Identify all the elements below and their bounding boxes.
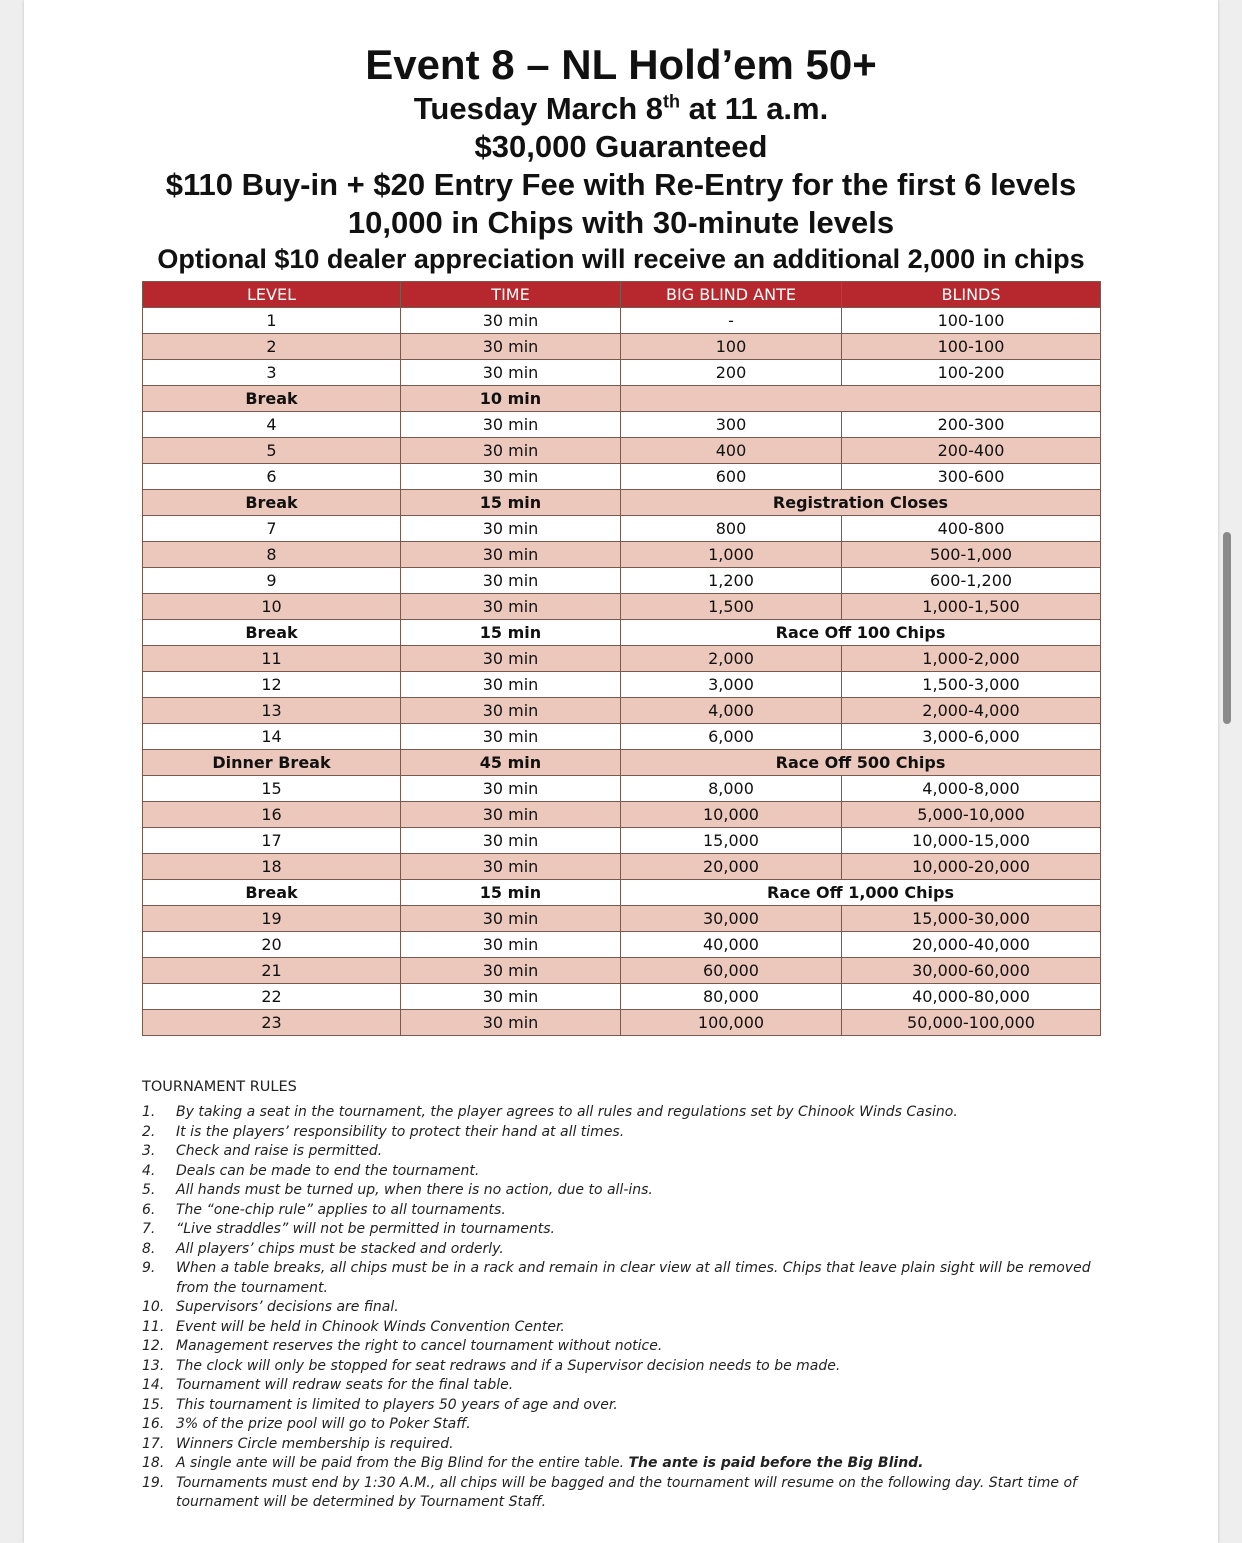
tournament-rules xyxy=(142,1079,1102,1513)
break-time-cell: 10 min xyxy=(401,386,621,412)
blinds-cell: 100-100 xyxy=(842,334,1101,360)
rule-item xyxy=(142,1415,1102,1435)
rule-item xyxy=(142,1376,1102,1396)
rule-text: When a table breaks, all chips must be in a rack and remain in clear view at all times. Chips that leave plain sight will be removed from the tournament. xyxy=(176,1260,1091,1296)
table-row xyxy=(143,438,1101,464)
rule-item xyxy=(142,1318,1102,1338)
blinds-cell: 10,000-20,000 xyxy=(842,854,1101,880)
rule-number: 7. xyxy=(142,1221,156,1237)
ante-cell: 4,000 xyxy=(621,698,842,724)
rule-number: 2. xyxy=(142,1123,156,1140)
rule-text: It is the players’ responsibility to protect their hand at all times. xyxy=(176,1123,625,1140)
rule-text: Management reserves the right to cancel tournament without notice. xyxy=(176,1338,663,1354)
rule-number: 18. xyxy=(142,1455,165,1471)
table-row xyxy=(143,464,1101,490)
ante-cell: 2,000 xyxy=(621,646,842,672)
rule-number: 10. xyxy=(142,1299,165,1315)
time-cell: 30 min xyxy=(401,984,621,1010)
break-time-cell: 15 min xyxy=(401,880,621,906)
table-row xyxy=(143,802,1101,828)
rule-text: Winners Circle membership is required. xyxy=(176,1435,454,1452)
rule-item xyxy=(142,1474,1102,1513)
table-header-row xyxy=(143,282,1101,308)
rule-text: This tournament is limited to players 50 years of age and over. xyxy=(176,1396,618,1413)
break-label-cell: Break xyxy=(143,620,401,646)
table-row xyxy=(143,542,1101,568)
rule-number: 3. xyxy=(142,1143,156,1159)
table-row xyxy=(143,594,1101,620)
break-note-cell: Registration Closes xyxy=(621,490,1101,516)
rule-text: Check and raise is permitted. xyxy=(176,1143,383,1159)
rule-text: “Live straddles” will not be permitted in tournaments. xyxy=(176,1221,555,1237)
time-cell: 30 min xyxy=(401,516,621,542)
rule-item xyxy=(142,1396,1102,1416)
event-optional: Optional $10 dealer appreciation will receive an additional 2,000 in chips xyxy=(157,244,1085,274)
rule-text: The clock will only be stopped for seat redraws and if a Supervisor decision needs to be made. xyxy=(176,1357,841,1374)
rule-item xyxy=(142,1103,1102,1123)
rule-item xyxy=(142,1123,1102,1143)
table-row xyxy=(143,672,1101,698)
break-note-cell xyxy=(621,386,1101,412)
time-cell: 30 min xyxy=(401,724,621,750)
level-cell: 2 xyxy=(143,334,401,360)
level-cell: 10 xyxy=(143,594,401,620)
time-cell: 30 min xyxy=(401,412,621,438)
blinds-cell: 5,000-10,000 xyxy=(842,802,1101,828)
rule-text: Event will be held in Chinook Winds Convention Center. xyxy=(176,1318,565,1335)
level-cell: 20 xyxy=(143,932,401,958)
ante-cell: 40,000 xyxy=(621,932,842,958)
blinds-cell: 3,000-6,000 xyxy=(842,724,1101,750)
blinds-cell: 100-200 xyxy=(842,360,1101,386)
rule-item xyxy=(142,1435,1102,1455)
ante-cell: 10,000 xyxy=(621,802,842,828)
rule-number: 11. xyxy=(142,1318,165,1335)
blinds-cell: 4,000-8,000 xyxy=(842,776,1101,802)
level-cell: 13 xyxy=(143,698,401,724)
ante-cell: 300 xyxy=(621,412,842,438)
time-cell: 30 min xyxy=(401,672,621,698)
time-cell: 30 min xyxy=(401,698,621,724)
rule-text: By taking a seat in the tournament, the player agrees to all rules and regulations set by Chinook Winds Casino. xyxy=(176,1104,958,1120)
table-row xyxy=(143,646,1101,672)
ante-cell: - xyxy=(621,308,842,334)
time-cell: 30 min xyxy=(401,542,621,568)
rule-item xyxy=(142,1201,1102,1221)
event-date: Tuesday March 8th at 11 a.m. xyxy=(413,91,829,126)
event-guarantee: $30,000 Guaranteed xyxy=(474,129,768,164)
table-row xyxy=(143,412,1101,438)
rule-item xyxy=(142,1357,1102,1377)
blinds-cell: 15,000-30,000 xyxy=(842,906,1101,932)
event-title: Event 8 – NL Hold’em 50+ xyxy=(365,41,877,88)
time-cell: 30 min xyxy=(401,932,621,958)
level-cell: 9 xyxy=(143,568,401,594)
rule-number: 6. xyxy=(142,1201,156,1218)
rule-item xyxy=(142,1181,1102,1201)
time-cell: 30 min xyxy=(401,594,621,620)
level-cell: 8 xyxy=(143,542,401,568)
rules-title: TOURNAMENT RULES xyxy=(142,1079,297,1095)
ante-cell: 100,000 xyxy=(621,1010,842,1036)
blinds-cell: 400-800 xyxy=(842,516,1101,542)
table-row xyxy=(143,776,1101,802)
break-time-cell: 15 min xyxy=(401,490,621,516)
ante-cell: 800 xyxy=(621,516,842,542)
rule-number: 9. xyxy=(142,1260,156,1276)
rule-item xyxy=(142,1240,1102,1260)
break-note-cell: Race Off 500 Chips xyxy=(621,750,1101,776)
break-label-cell: Break xyxy=(143,386,401,412)
ante-cell: 400 xyxy=(621,438,842,464)
level-cell: 11 xyxy=(143,646,401,672)
break-row xyxy=(143,750,1101,776)
time-cell: 30 min xyxy=(401,1010,621,1036)
rule-number: 4. xyxy=(142,1162,156,1179)
table-row xyxy=(143,854,1101,880)
blinds-cell: 40,000-80,000 xyxy=(842,984,1101,1010)
time-cell: 30 min xyxy=(401,438,621,464)
header-level: LEVEL xyxy=(143,282,401,308)
ante-cell: 60,000 xyxy=(621,958,842,984)
table-row xyxy=(143,984,1101,1010)
table-row xyxy=(143,334,1101,360)
rule-number: 1. xyxy=(142,1104,156,1120)
rule-number: 8. xyxy=(142,1240,156,1257)
rule-text: A single ante will be paid from the Big Blind for the entire table. xyxy=(176,1455,629,1471)
blinds-cell: 20,000-40,000 xyxy=(842,932,1101,958)
rule-text: Supervisors’ decisions are final. xyxy=(176,1299,399,1315)
level-cell: 21 xyxy=(143,958,401,984)
level-cell: 19 xyxy=(143,906,401,932)
blinds-cell: 1,000-2,000 xyxy=(842,646,1101,672)
rule-item xyxy=(142,1454,1102,1474)
time-cell: 30 min xyxy=(401,958,621,984)
rule-number: 5. xyxy=(142,1182,156,1198)
level-cell: 23 xyxy=(143,1010,401,1036)
rule-number: 15. xyxy=(142,1396,165,1413)
rule-item xyxy=(142,1259,1102,1298)
blinds-cell: 1,000-1,500 xyxy=(842,594,1101,620)
document-page xyxy=(24,0,1218,1543)
ante-cell: 600 xyxy=(621,464,842,490)
rule-text: The “one-chip rule” applies to all tournaments. xyxy=(176,1201,506,1218)
time-cell: 30 min xyxy=(401,360,621,386)
ante-cell: 200 xyxy=(621,360,842,386)
rule-text: Deals can be made to end the tournament. xyxy=(176,1162,480,1179)
ante-cell: 80,000 xyxy=(621,984,842,1010)
ante-cell: 1,200 xyxy=(621,568,842,594)
break-note-cell: Race Off 1,000 Chips xyxy=(621,880,1101,906)
event-header xyxy=(24,40,1218,276)
event-chips: 10,000 in Chips with 30-minute levels xyxy=(347,205,895,240)
table-row xyxy=(143,828,1101,854)
ante-cell: 1,000 xyxy=(621,542,842,568)
vertical-scrollbar[interactable] xyxy=(1223,532,1231,724)
table-row xyxy=(143,568,1101,594)
level-cell: 4 xyxy=(143,412,401,438)
time-cell: 30 min xyxy=(401,828,621,854)
blinds-cell: 200-300 xyxy=(842,412,1101,438)
time-cell: 30 min xyxy=(401,646,621,672)
rule-item xyxy=(142,1220,1102,1240)
level-cell: 7 xyxy=(143,516,401,542)
rule-number: 16. xyxy=(142,1416,165,1432)
rule-text: 3% of the prize pool will go to Poker Staff. xyxy=(176,1416,471,1432)
break-row xyxy=(143,620,1101,646)
rule-emphasis: The ante is paid before the Big Blind. xyxy=(628,1455,924,1471)
table-row xyxy=(143,906,1101,932)
table-row xyxy=(143,724,1101,750)
rule-item xyxy=(142,1162,1102,1182)
event-buyin: $110 Buy-in + $20 Entry Fee with Re-Entry for the first 6 levels xyxy=(165,167,1077,202)
break-time-cell: 45 min xyxy=(401,750,621,776)
ante-cell: 3,000 xyxy=(621,672,842,698)
header-blinds: BLINDS xyxy=(842,282,1101,308)
blinds-cell: 600-1,200 xyxy=(842,568,1101,594)
table-row xyxy=(143,958,1101,984)
rule-item xyxy=(142,1337,1102,1357)
blinds-cell: 30,000-60,000 xyxy=(842,958,1101,984)
level-cell: 12 xyxy=(143,672,401,698)
rules-list xyxy=(142,1103,1102,1513)
blind-structure-table xyxy=(142,281,1101,1036)
time-cell: 30 min xyxy=(401,308,621,334)
rule-item xyxy=(142,1298,1102,1318)
time-cell: 30 min xyxy=(401,802,621,828)
time-cell: 30 min xyxy=(401,568,621,594)
level-cell: 16 xyxy=(143,802,401,828)
blinds-cell: 500-1,000 xyxy=(842,542,1101,568)
ante-cell: 100 xyxy=(621,334,842,360)
table-row xyxy=(143,516,1101,542)
table-body xyxy=(143,308,1101,1036)
break-row xyxy=(143,880,1101,906)
time-cell: 30 min xyxy=(401,854,621,880)
table-row xyxy=(143,308,1101,334)
ante-cell: 15,000 xyxy=(621,828,842,854)
table-row xyxy=(143,360,1101,386)
blinds-cell: 2,000-4,000 xyxy=(842,698,1101,724)
blinds-cell: 50,000-100,000 xyxy=(842,1010,1101,1036)
break-label-cell: Break xyxy=(143,880,401,906)
rule-text: Tournament will redraw seats for the final table. xyxy=(176,1377,514,1393)
level-cell: 22 xyxy=(143,984,401,1010)
blinds-cell: 100-100 xyxy=(842,308,1101,334)
ante-cell: 8,000 xyxy=(621,776,842,802)
rule-number: 19. xyxy=(142,1474,165,1491)
level-cell: 3 xyxy=(143,360,401,386)
blinds-cell: 10,000-15,000 xyxy=(842,828,1101,854)
rule-item xyxy=(142,1142,1102,1162)
header-ante: BIG BLIND ANTE xyxy=(621,282,842,308)
break-note-cell: Race Off 100 Chips xyxy=(621,620,1101,646)
rule-number: 12. xyxy=(142,1338,165,1354)
table-row xyxy=(143,932,1101,958)
break-label-cell: Dinner Break xyxy=(143,750,401,776)
ante-cell: 1,500 xyxy=(621,594,842,620)
rule-number: 14. xyxy=(142,1377,165,1393)
level-cell: 17 xyxy=(143,828,401,854)
level-cell: 18 xyxy=(143,854,401,880)
blinds-cell: 300-600 xyxy=(842,464,1101,490)
rule-number: 13. xyxy=(142,1357,165,1374)
level-cell: 15 xyxy=(143,776,401,802)
level-cell: 6 xyxy=(143,464,401,490)
rule-text: Tournaments must end by 1:30 A.M., all chips will be bagged and the tournament will resume on the following day. Start time of tournament will be determined by Tournament Staff. xyxy=(176,1474,1077,1510)
break-row xyxy=(143,490,1101,516)
time-cell: 30 min xyxy=(401,334,621,360)
break-label-cell: Break xyxy=(143,490,401,516)
level-cell: 1 xyxy=(143,308,401,334)
ante-cell: 20,000 xyxy=(621,854,842,880)
level-cell: 14 xyxy=(143,724,401,750)
time-cell: 30 min xyxy=(401,776,621,802)
level-cell: 5 xyxy=(143,438,401,464)
time-cell: 30 min xyxy=(401,906,621,932)
rule-text: All players’ chips must be stacked and orderly. xyxy=(176,1240,504,1257)
blinds-cell: 200-400 xyxy=(842,438,1101,464)
rule-number: 17. xyxy=(142,1435,165,1452)
header-time: TIME xyxy=(401,282,621,308)
rule-text: All hands must be turned up, when there is no action, due to all-ins. xyxy=(176,1182,653,1198)
break-row xyxy=(143,386,1101,412)
ante-cell: 6,000 xyxy=(621,724,842,750)
blinds-cell: 1,500-3,000 xyxy=(842,672,1101,698)
table-row xyxy=(143,698,1101,724)
ante-cell: 30,000 xyxy=(621,906,842,932)
time-cell: 30 min xyxy=(401,464,621,490)
break-time-cell: 15 min xyxy=(401,620,621,646)
table-row xyxy=(143,1010,1101,1036)
